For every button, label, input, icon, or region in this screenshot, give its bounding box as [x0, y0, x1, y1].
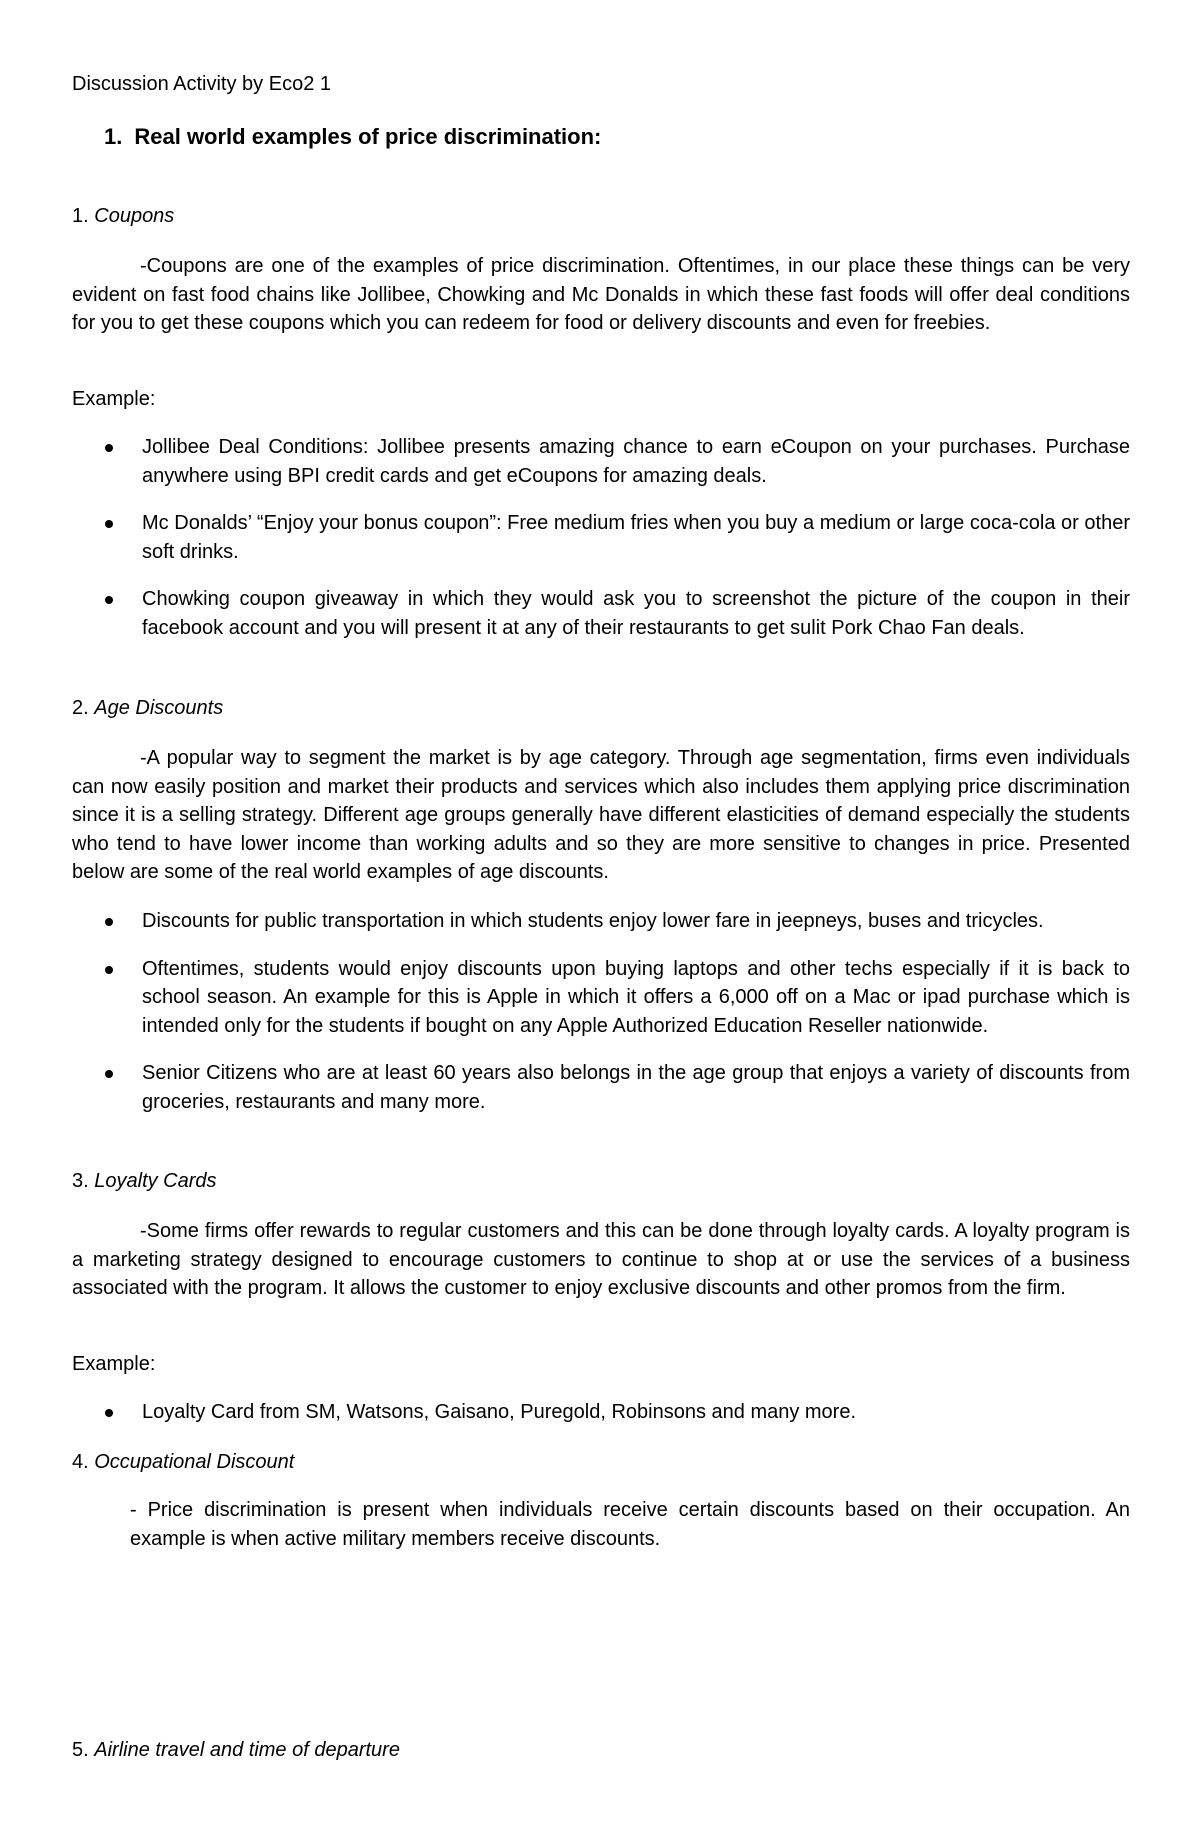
list-item-text: Discounts for public transportation in which students enjoy lower fare in jeepneys, buses and tricycles.	[142, 910, 1044, 932]
section-number: 3.	[72, 1170, 89, 1192]
loyalty-example-label: Example:	[72, 1353, 156, 1375]
bullet-icon	[105, 520, 113, 528]
section-title-loyalty-cards	[72, 1170, 217, 1193]
bullet-icon	[105, 1409, 113, 1417]
list-item	[72, 907, 1130, 936]
list-item-text: Mc Donalds’ “Enjoy your bonus coupon”: Free medium fries when you buy a medium or large coca-cola or other soft drinks.	[142, 512, 1130, 563]
loyalty-cards-paragraph: -Some firms offer rewards to regular customers and this can be done through loyalty cards. A loyalty program is a marketing strategy designed to encourage customers to continue to shop at or use the services of a business associated with the program. It allows the customer to enjoy exclusive discounts and other promos from the firm.	[72, 1220, 1130, 1299]
coupons-example-label: Example:	[72, 388, 156, 410]
list-item	[72, 955, 1130, 1041]
section-number: 5.	[72, 1739, 89, 1761]
section-title-coupons	[72, 205, 174, 228]
bullet-icon	[105, 596, 113, 604]
list-item	[72, 509, 1130, 566]
coupons-bullet-list	[72, 433, 1130, 661]
section-title-age-discounts	[72, 697, 223, 720]
section-title-airline-travel	[72, 1739, 400, 1762]
main-heading-text: Real world examples of price discrimination:	[134, 124, 602, 149]
main-heading-number: 1.	[104, 124, 123, 149]
coupons-paragraph: -Coupons are one of the examples of price discrimination. Oftentimes, in our place these things can be very evident on fast food chains like Jollibee, Chowking and Mc Donalds in which these fast foods will offer deal conditions for you to get these coupons which you can redeem for food or delivery discounts and even for freebies.	[72, 255, 1130, 334]
section-number: 4.	[72, 1451, 89, 1473]
occupational-discount-paragraph: - Price discrimination is present when individuals receive certain discounts based on their occupation. An example is when active military members receive discounts.	[130, 1499, 1130, 1550]
section-title-occupational-discount	[72, 1451, 294, 1474]
bullet-icon	[105, 444, 113, 452]
list-item	[72, 1059, 1130, 1116]
section-number: 1.	[72, 205, 89, 227]
section-number: 2.	[72, 697, 89, 719]
section-label: Coupons	[94, 205, 175, 227]
list-item	[72, 585, 1130, 642]
bullet-icon	[105, 1070, 113, 1078]
age-discounts-paragraph: -A popular way to segment the market is by age category. Through age segmentation, firms even individuals can now easily position and market their products and services which also includes them applying price discrimination since it is a selling strategy. Different age groups generally have different elasticities of demand especially the students who tend to have lower income than working adults and so they are more sensitive to changes in price. Presented below are some of the real world examples of age discounts.	[72, 747, 1130, 883]
list-item-text: Senior Citizens who are at least 60 years also belongs in the age group that enjoys a variety of discounts from groceries, restaurants and many more.	[142, 1062, 1130, 1113]
list-item-text: Jollibee Deal Conditions: Jollibee presents amazing chance to earn eCoupon on your purchases. Purchase anywhere using BPI credit cards and get eCoupons for amazing deals.	[142, 436, 1130, 487]
main-heading	[104, 124, 601, 150]
section-label: Age Discounts	[94, 697, 224, 719]
list-item-text: Chowking coupon giveaway in which they would ask you to screenshot the picture of the coupon in their facebook account and you will present it at any of their restaurants to get sulit Pork Chao Fan deals.	[142, 588, 1130, 639]
bullet-icon	[105, 966, 113, 974]
loyalty-bullet-list	[72, 1398, 1130, 1446]
list-item-text: Oftentimes, students would enjoy discounts upon buying laptops and other techs especially if it is back to school season. An example for this is Apple in which it offers a 6,000 off on a Mac or ipad purchase which is intended only for the students if bought on any Apple Authorized Education Reseller nationwide.	[142, 957, 1130, 1037]
list-item-text: Loyalty Card from SM, Watsons, Gaisano, Puregold, Robinsons and many more.	[142, 1401, 857, 1423]
section-label: Occupational Discount	[94, 1451, 295, 1473]
list-item	[72, 1398, 1130, 1427]
document-header: Discussion Activity by Eco2 1	[72, 73, 331, 95]
list-item	[72, 433, 1130, 490]
bullet-icon	[105, 918, 113, 926]
section-label: Airline travel and time of departure	[94, 1739, 400, 1761]
age-discounts-bullet-list	[72, 907, 1130, 1135]
section-label: Loyalty Cards	[94, 1170, 217, 1192]
